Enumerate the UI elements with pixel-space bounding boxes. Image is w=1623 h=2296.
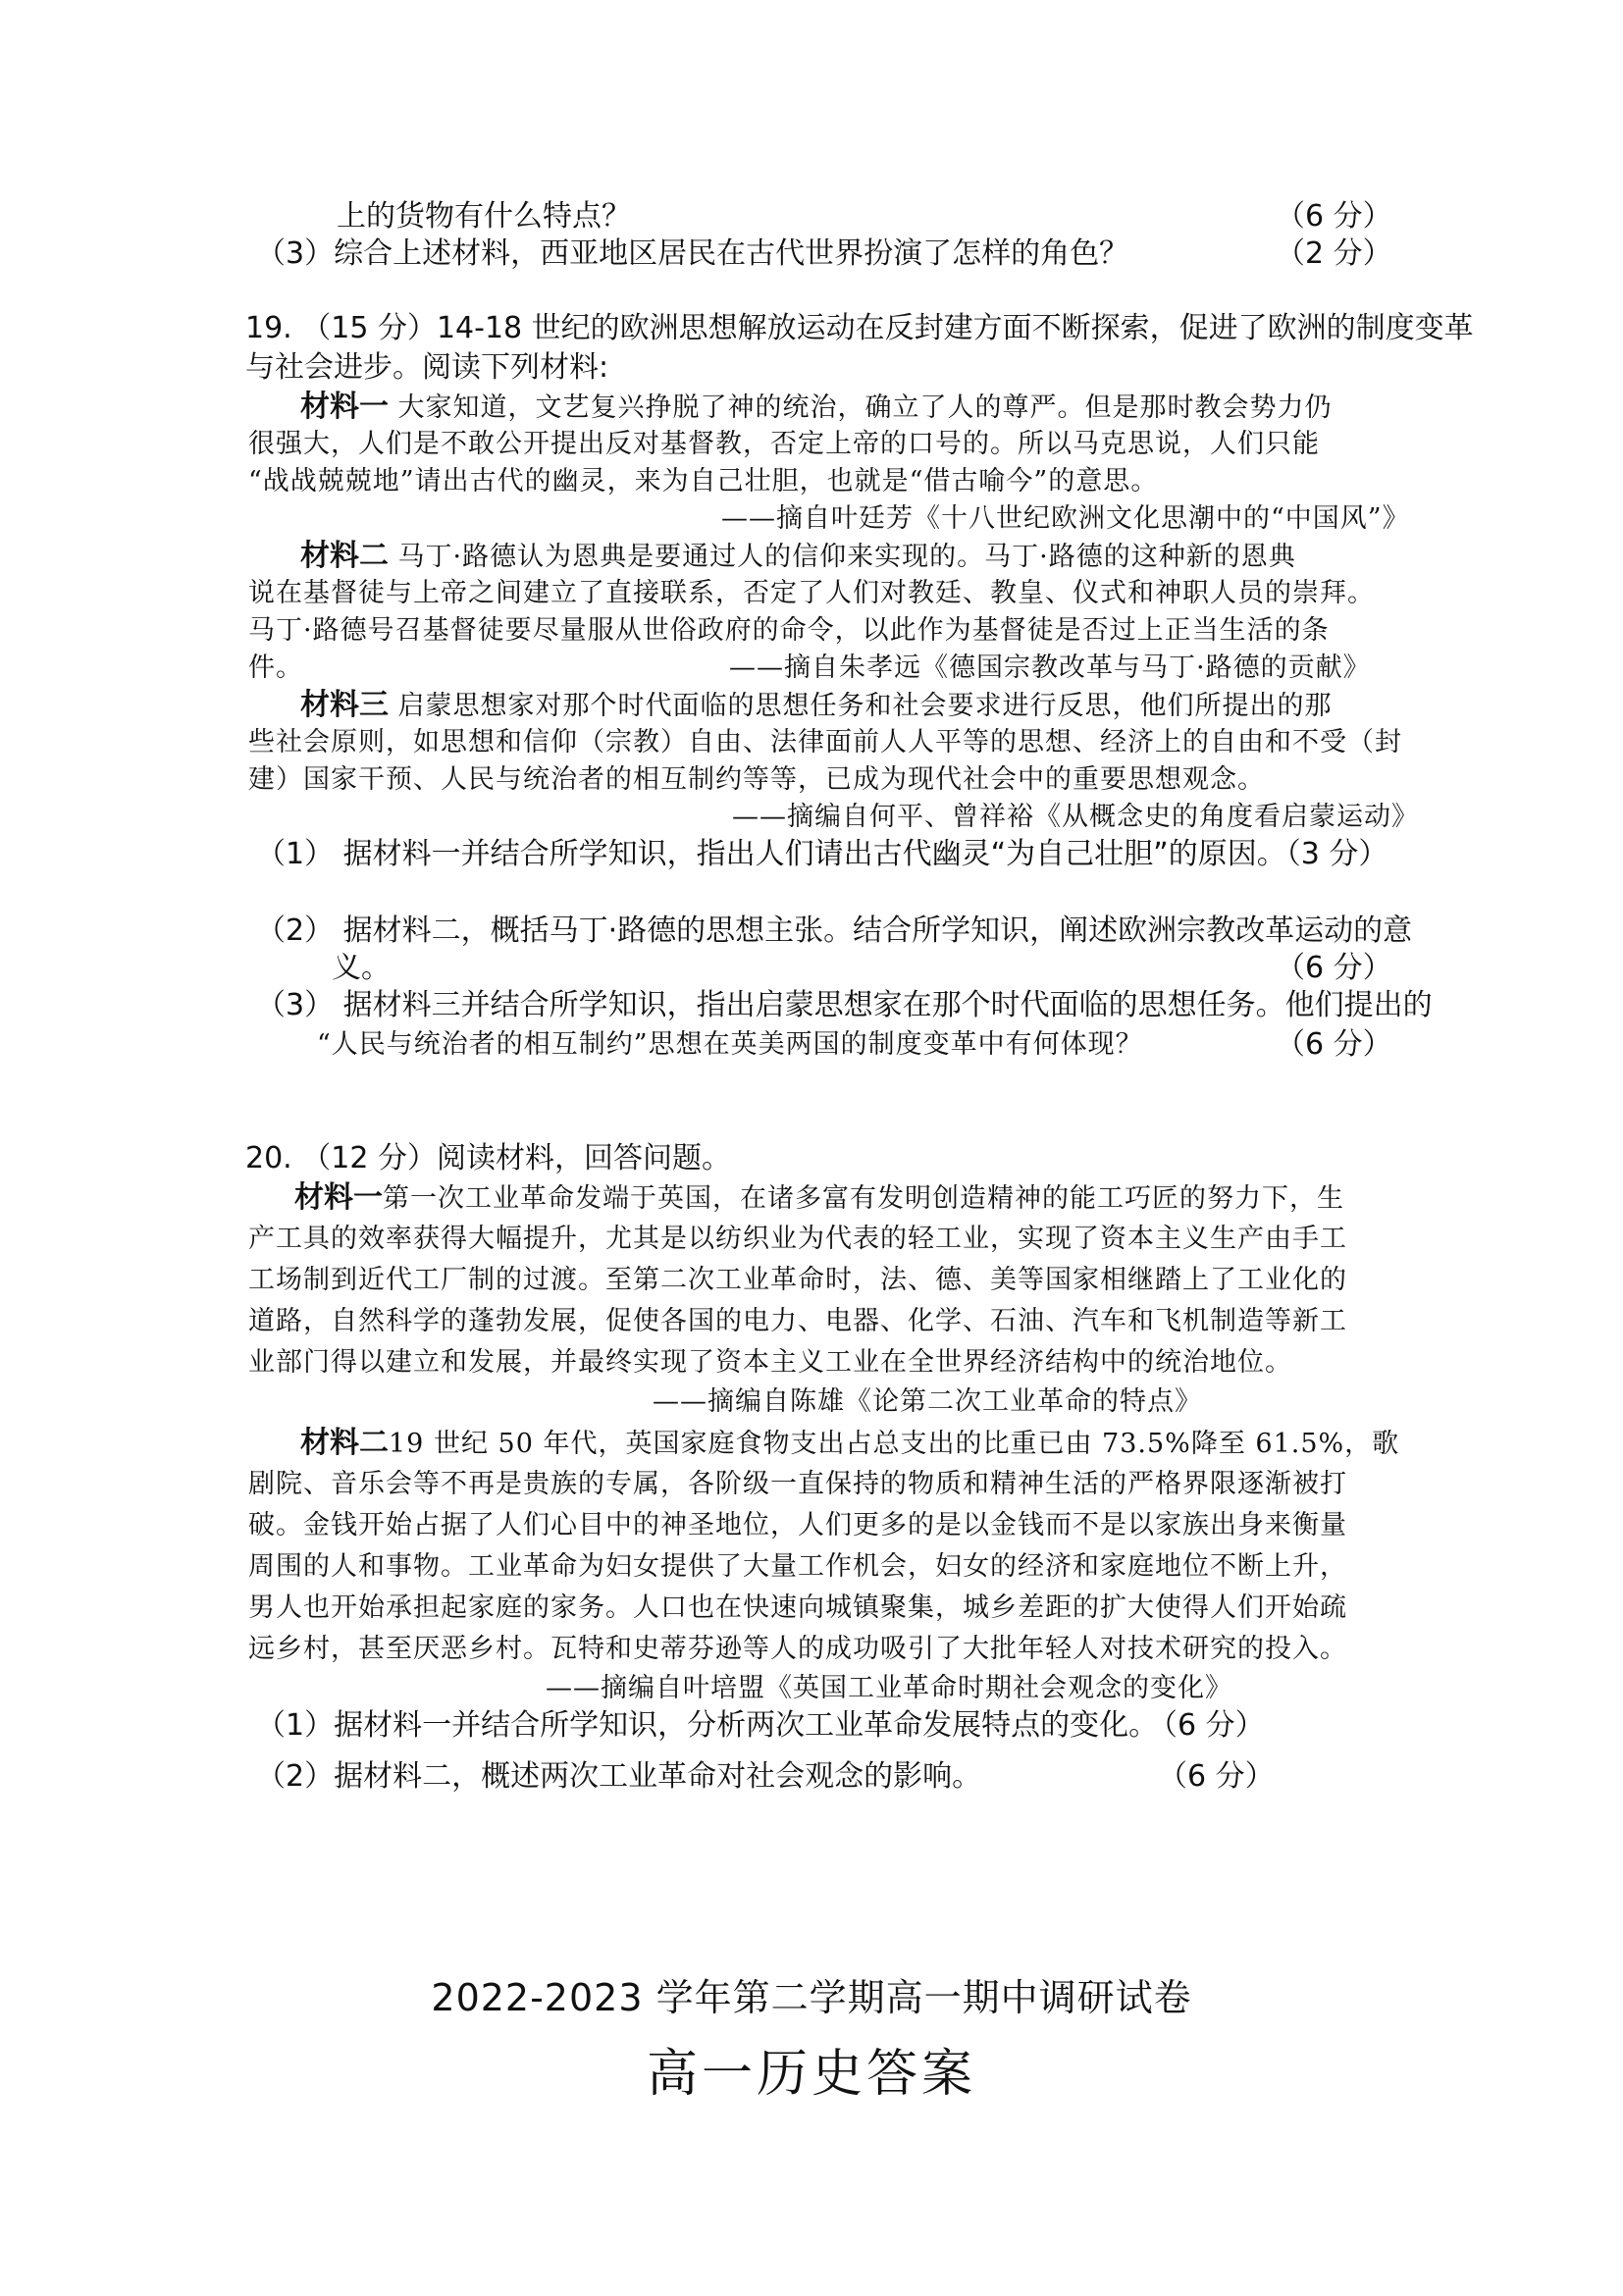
q19-material1-source: ——摘自叶廷芳《十八世纪欧洲文化思潮中的“中国风”》 bbox=[721, 503, 1410, 534]
q19-material1-label: 材料一 bbox=[300, 390, 389, 424]
q20-material1-line5: 业部门得以建立和发展，并最终实现了资本主义工业在全世界经济结构中的统治地位。 bbox=[248, 1347, 1292, 1378]
q19-material2-line2: 说在基督徒与上帝之间建立了直接联系，否定了人们对教廷、教皇、仪式和神职人员的崇拜。 bbox=[248, 578, 1375, 608]
q20-material2-line2: 剧院、音乐会等不再是贵族的专属，各阶级一直保持的物质和精神生活的严格界限逐渐被打 bbox=[248, 1469, 1347, 1499]
q19-material3-text1: 启蒙思想家对那个时代面临的思想任务和社会要求进行反思，他们所提出的那 bbox=[397, 691, 1333, 721]
q20-material1-line4: 道路，自然科学的蓬勃发展，促使各国的电力、电器、化学、石油、汽车和飞机制造等新工 bbox=[248, 1306, 1347, 1336]
q18-part3-score: （2 分） bbox=[1276, 236, 1392, 271]
q18-tail-text: 上的货物有什么特点？ bbox=[337, 199, 631, 234]
q20-material2-line5: 男人也开始承担起家庭的家务。人口也在快速向城镇聚集，城乡差距的扩大使得人们开始疏 bbox=[248, 1592, 1347, 1623]
q18-tail-score: （6 分） bbox=[1276, 199, 1392, 234]
q19-intro-line2: 与社会进步。阅读下列材料: bbox=[245, 350, 609, 385]
answer-exam-title: 2022-2023 学年第二学期高一期中调研试卷 bbox=[431, 1976, 1192, 2019]
q20-material1-text1: 第一次工业革命发端于英国，在诸多富有发明创造精神的能工巧匠的努力下，生 bbox=[383, 1183, 1344, 1214]
q20-material2-line4: 周围的人和事物。工业革命为妇女提供了大量工作机会，妇女的经济和家庭地位不断上升， bbox=[248, 1551, 1347, 1582]
q20-material1-line3: 工场制到近代工厂制的过渡。至第二次工业革命时，法、德、美等国家相继踏上了工业化的 bbox=[248, 1265, 1347, 1295]
q19-part3-line2: “人民与统治者的相互制约”思想在英美两国的制度变革中有何体现？ bbox=[317, 1029, 1143, 1060]
q20-material2-label: 材料二 bbox=[300, 1426, 389, 1460]
q20-material2-source: ——摘编自叶培盟《英国工业革命时期社会观念的变化》 bbox=[546, 1673, 1232, 1703]
q20-material1-line1 bbox=[294, 1179, 1344, 1218]
q19-part2-score: （6 分） bbox=[1276, 951, 1392, 985]
q19-material3-line2: 些社会原则，如思想和信仰（宗教）自由、法律面前人人平等的思想、经济上的自由和不受（封 bbox=[248, 727, 1402, 757]
q20-part2-score: （6 分） bbox=[1158, 1759, 1275, 1794]
q19-material2-source: ——摘自朱孝远《德国宗教改革与马丁·路德的贡献》 bbox=[729, 652, 1371, 683]
q19-material2-label: 材料二 bbox=[300, 539, 389, 573]
q19-material1-text1: 大家知道，文艺复兴挣脱了神的统治，确立了人的尊严。但是那时教会势力仍 bbox=[397, 392, 1333, 423]
q20-part1: （1）据材料一并结合所学知识，分析两次工业革命发展特点的变化。 bbox=[256, 1708, 1159, 1743]
answer-subject-title: 高一历史答案 bbox=[646, 2045, 976, 2104]
q20-material2-line3: 破。金钱开始占据了人们心目中的神圣地位，人们更多的是以金钱而不是以家族出身来衡量 bbox=[248, 1510, 1347, 1540]
q19-part2-line2: 义。 bbox=[332, 951, 391, 985]
q20-material1-line2: 产工具的效率获得大幅提升，尤其是以纺织业为代表的轻工业，实现了资本主义生产由手工 bbox=[248, 1224, 1347, 1254]
q20-part2: （2）据材料二，概述两次工业革命对社会观念的影响。 bbox=[256, 1759, 982, 1794]
q20-material1-source: ——摘编自陈雄《论第二次工业革命的特点》 bbox=[653, 1386, 1202, 1417]
q20-material2-text1: 19 世纪 50 年代，英国家庭食物支出占总支出的比重已由 73.5%降至 61.5%，歌 bbox=[389, 1429, 1400, 1459]
q20-part1-score: （6 分） bbox=[1148, 1708, 1265, 1743]
q19-material3-source: ——摘编自何平、曾祥裕《从概念史的角度看启蒙运动》 bbox=[732, 802, 1419, 832]
q19-material3-label: 材料三 bbox=[300, 688, 389, 722]
q20-intro: 20. （12 分）阅读材料，回答问题。 bbox=[245, 1141, 731, 1175]
q19-material3-line1 bbox=[300, 687, 1333, 725]
q19-part1: （1） 据材料一并结合所学知识，指出人们请出古代幽灵“为自己壮胆”的原因。（3 分） bbox=[256, 837, 1388, 871]
q19-material2-line3: 马丁·路德号召基督徒要尽量服从世俗政府的命令，以此作为基督徒是否过上正当生活的条 bbox=[248, 615, 1330, 646]
q19-intro-line1: 19. （15 分）14-18 世纪的欧洲思想解放运动在反封建方面不断探索，促进了欧洲的制度变革 bbox=[245, 311, 1474, 345]
q19-part3-line1: （3） 据材料三并结合所学知识，指出启蒙思想家在那个时代面临的思想任务。他们提出的 bbox=[256, 988, 1433, 1022]
q19-material3-line3: 建）国家干预、人民与统治者的相互制约等等，已成为现代社会中的重要思想观念。 bbox=[248, 764, 1265, 795]
q20-material2-line1 bbox=[300, 1425, 1399, 1463]
q19-part3-score: （6 分） bbox=[1276, 1027, 1392, 1062]
q19-part2-line1: （2） 据材料二，概括马丁·路德的思想主张。结合所学知识，阐述欧洲宗教改革运动的意 bbox=[256, 913, 1413, 948]
q19-material2-line4: 件。 bbox=[248, 652, 303, 683]
q19-material1-line2: 很强大，人们是不敢公开提出反对基督教，否定上帝的口号的。所以马克思说，人们只能 bbox=[248, 429, 1320, 459]
q19-material1-line3: “战战兢兢地”请出古代的幽灵，来为自己壮胆，也就是“借古喻今”的意思。 bbox=[248, 466, 1159, 496]
q20-material1-label: 材料一 bbox=[294, 1180, 383, 1215]
q19-material2-text1: 马丁·路德认为恩典是要通过人的信仰来实现的。马丁·路德的这种新的恩典 bbox=[397, 542, 1296, 572]
q20-material2-line6: 远乡村，甚至厌恶乡村。瓦特和史蒂芬逊等人的成功吸引了大批年轻人对技术研究的投入。 bbox=[248, 1634, 1347, 1664]
q19-material2-line1 bbox=[300, 538, 1296, 576]
q19-material1-line1 bbox=[300, 389, 1333, 427]
q18-part3: （3）综合上述材料，西亚地区居民在古代世界扮演了怎样的角色？ bbox=[256, 236, 1129, 271]
